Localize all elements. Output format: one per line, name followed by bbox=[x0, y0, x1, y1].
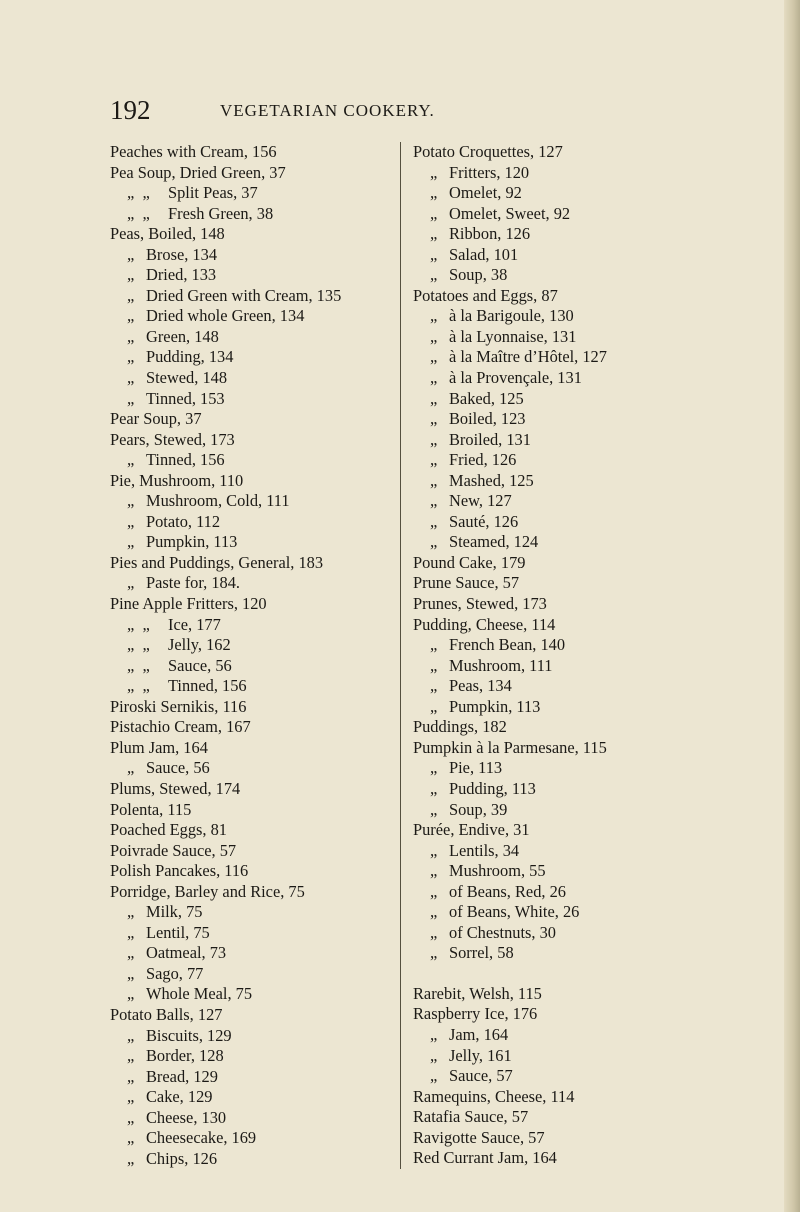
index-entry bbox=[110, 306, 400, 327]
index-entry bbox=[110, 368, 400, 389]
ditto-mark: „ bbox=[430, 799, 438, 819]
ditto-mark: „ „ bbox=[127, 676, 150, 696]
ditto-mark: „ bbox=[430, 840, 438, 860]
index-entry bbox=[413, 738, 798, 759]
entry-text: Pea Soup, Dried Green, 37 bbox=[110, 162, 286, 182]
entry-text: Pumpkin, 113 bbox=[146, 532, 238, 552]
ditto-mark: „ bbox=[430, 491, 438, 511]
index-entry bbox=[413, 265, 798, 286]
entry-text: Pound Cake, 179 bbox=[413, 552, 526, 572]
entry-text: Polish Pancakes, 116 bbox=[110, 861, 249, 881]
index-entry bbox=[110, 1067, 400, 1088]
index-entry bbox=[110, 861, 400, 882]
entry-text: New, 127 bbox=[449, 491, 512, 511]
entry-text: Peas, 134 bbox=[449, 676, 512, 696]
index-entry bbox=[413, 347, 798, 368]
ditto-mark: „ bbox=[430, 861, 438, 881]
index-entry bbox=[110, 635, 400, 656]
entry-text: Cake, 129 bbox=[146, 1087, 213, 1107]
ditto-mark: „ bbox=[127, 943, 135, 963]
ditto-mark: „ bbox=[430, 347, 438, 367]
ditto-mark: „ bbox=[430, 511, 438, 531]
index-entry bbox=[110, 779, 400, 800]
ditto-mark: „ bbox=[127, 984, 135, 1004]
index-entry bbox=[413, 1066, 798, 1087]
entry-text: Peas, Boiled, 148 bbox=[110, 224, 225, 244]
entry-text: Pine Apple Fritters, 120 bbox=[110, 594, 267, 614]
ditto-mark: „ bbox=[430, 655, 438, 675]
index-entry bbox=[413, 471, 798, 492]
entry-text: of Beans, Red, 26 bbox=[449, 881, 566, 901]
entry-text: Puddings, 182 bbox=[413, 717, 507, 737]
entry-text: Paste for, 184. bbox=[146, 573, 241, 593]
ditto-mark: „ bbox=[430, 943, 438, 963]
index-entry bbox=[413, 635, 798, 656]
entry-text: Tinned, 156 bbox=[146, 450, 225, 470]
ditto-mark: „ bbox=[430, 326, 438, 346]
entry-text: of Chestnuts, 30 bbox=[449, 922, 556, 942]
ditto-mark: „ bbox=[127, 922, 135, 942]
entry-text: Pears, Stewed, 173 bbox=[110, 429, 235, 449]
index-entry bbox=[413, 902, 798, 923]
index-entry bbox=[110, 1005, 400, 1026]
index-entry bbox=[110, 573, 400, 594]
ditto-mark: „ bbox=[430, 1045, 438, 1065]
ditto-mark: „ bbox=[430, 224, 438, 244]
entry-text: Pear Soup, 37 bbox=[110, 409, 202, 429]
index-entry bbox=[110, 758, 400, 779]
entry-text: Sauté, 126 bbox=[449, 511, 519, 531]
entry-text: Boiled, 123 bbox=[449, 409, 526, 429]
index-entry bbox=[413, 656, 798, 677]
entry-text: Potatoes and Eggs, 87 bbox=[413, 285, 558, 305]
index-entry bbox=[110, 1026, 400, 1047]
entry-text: Stewed, 148 bbox=[146, 368, 228, 388]
ditto-mark: „ „ bbox=[127, 203, 150, 223]
index-entry bbox=[413, 327, 798, 348]
ditto-mark: „ bbox=[430, 203, 438, 223]
ditto-mark: „ bbox=[430, 244, 438, 264]
ditto-mark: „ bbox=[127, 1066, 135, 1086]
entry-text: Biscuits, 129 bbox=[146, 1025, 232, 1045]
index-entry bbox=[413, 224, 798, 245]
ditto-mark: „ bbox=[430, 881, 438, 901]
index-entry bbox=[413, 758, 798, 779]
index-entry bbox=[110, 697, 400, 718]
ditto-mark: „ „ bbox=[127, 635, 150, 655]
entry-text: Fritters, 120 bbox=[449, 162, 530, 182]
index-entry bbox=[110, 142, 400, 163]
ditto-mark: „ bbox=[127, 265, 135, 285]
ditto-mark: „ bbox=[430, 368, 438, 388]
ditto-mark: „ bbox=[430, 409, 438, 429]
entry-text: Green, 148 bbox=[146, 326, 219, 346]
index-entry bbox=[413, 923, 798, 944]
entry-text: Lentil, 75 bbox=[146, 922, 210, 942]
entry-text: Pudding, 113 bbox=[449, 778, 536, 798]
entry-text: Milk, 75 bbox=[146, 902, 203, 922]
index-entry bbox=[110, 1046, 400, 1067]
entry-text: Mushroom, Cold, 111 bbox=[146, 491, 290, 511]
index-column-right bbox=[400, 142, 798, 1169]
index-entry bbox=[110, 286, 400, 307]
index-entry bbox=[413, 409, 798, 430]
entry-text: Tinned, 153 bbox=[146, 388, 225, 408]
ditto-mark: „ bbox=[127, 511, 135, 531]
entry-text: Lentils, 34 bbox=[449, 840, 520, 860]
index-entry bbox=[413, 984, 798, 1005]
ditto-mark: „ bbox=[430, 306, 438, 326]
index-entry bbox=[413, 204, 798, 225]
entry-text: Ratafia Sauce, 57 bbox=[413, 1107, 529, 1127]
index-entry bbox=[413, 1004, 798, 1025]
entry-text: Steamed, 124 bbox=[449, 532, 539, 552]
entry-text: Bread, 129 bbox=[146, 1066, 218, 1086]
entry-text: Omelet, Sweet, 92 bbox=[449, 203, 571, 223]
entry-text: Raspberry Ice, 176 bbox=[413, 1004, 538, 1024]
entry-text: Cheese, 130 bbox=[146, 1107, 227, 1127]
entry-text: Border, 128 bbox=[146, 1046, 224, 1066]
entry-text: French Bean, 140 bbox=[449, 635, 566, 655]
index-entry bbox=[110, 717, 400, 738]
entry-text: Broiled, 131 bbox=[449, 429, 531, 449]
entry-text: Soup, 38 bbox=[449, 265, 508, 285]
entry-text: Whole Meal, 75 bbox=[146, 984, 253, 1004]
index-entry bbox=[413, 841, 798, 862]
entry-text: Brose, 134 bbox=[146, 244, 218, 264]
entry-text: Cheesecake, 169 bbox=[146, 1128, 257, 1148]
entry-text: Pie, Mushroom, 110 bbox=[110, 470, 244, 490]
index-entry bbox=[110, 1149, 400, 1170]
entry-text: Fried, 126 bbox=[449, 450, 517, 470]
ditto-mark: „ bbox=[430, 758, 438, 778]
index-entry bbox=[110, 347, 400, 368]
index-entry bbox=[110, 183, 400, 204]
entry-text: Dried whole Green, 134 bbox=[146, 306, 305, 326]
index-entry bbox=[110, 224, 400, 245]
ditto-mark: „ bbox=[127, 347, 135, 367]
index-entry bbox=[413, 594, 798, 615]
ditto-mark: „ bbox=[127, 573, 135, 593]
index-entry bbox=[413, 573, 798, 594]
index-entry bbox=[413, 512, 798, 533]
index-entry bbox=[110, 450, 400, 471]
ditto-mark: „ bbox=[127, 1025, 135, 1045]
index-entry bbox=[110, 964, 400, 985]
index-entry bbox=[413, 286, 798, 307]
ditto-mark: „ bbox=[430, 1024, 438, 1044]
running-title: VEGETARIAN COOKERY. bbox=[220, 101, 435, 120]
index-column-left bbox=[110, 142, 400, 1169]
index-entry bbox=[413, 800, 798, 821]
ditto-mark: „ „ bbox=[127, 183, 150, 203]
index-entry bbox=[413, 532, 798, 553]
index-entry bbox=[110, 615, 400, 636]
index-entry bbox=[110, 676, 400, 697]
index-entry bbox=[413, 450, 798, 471]
ditto-mark: „ bbox=[430, 429, 438, 449]
index-entry bbox=[413, 1046, 798, 1067]
index-entry bbox=[413, 1107, 798, 1128]
ditto-mark: „ bbox=[430, 532, 438, 552]
entry-text: Salad, 101 bbox=[449, 244, 519, 264]
ditto-mark: „ bbox=[127, 902, 135, 922]
ditto-mark: „ bbox=[127, 532, 135, 552]
entry-text: Red Currant Jam, 164 bbox=[413, 1148, 557, 1168]
index-entry bbox=[110, 923, 400, 944]
index-entry bbox=[413, 1025, 798, 1046]
entry-text: Ramequins, Cheese, 114 bbox=[413, 1086, 575, 1106]
ditto-mark: „ bbox=[430, 676, 438, 696]
index-entry bbox=[413, 779, 798, 800]
entry-text: Baked, 125 bbox=[449, 388, 524, 408]
entry-text: à la Maître d’Hôtel, 127 bbox=[449, 347, 607, 367]
entry-text: Potato Balls, 127 bbox=[110, 1004, 223, 1024]
index-entry bbox=[110, 409, 400, 430]
entry-text: Mashed, 125 bbox=[449, 470, 534, 490]
ditto-mark: „ bbox=[127, 1128, 135, 1148]
index-entry bbox=[413, 389, 798, 410]
entry-text: of Beans, White, 26 bbox=[449, 902, 580, 922]
entry-text: Jam, 164 bbox=[449, 1024, 509, 1044]
index-entry bbox=[413, 820, 798, 841]
entry-text: Piroski Sernikis, 116 bbox=[110, 696, 247, 716]
ditto-mark: „ bbox=[430, 450, 438, 470]
entry-text: Jelly, 161 bbox=[449, 1045, 512, 1065]
entry-text: Pistachio Cream, 167 bbox=[110, 717, 251, 737]
page-header bbox=[110, 95, 710, 129]
entry-text: Mushroom, 111 bbox=[449, 655, 553, 675]
index-entry bbox=[413, 183, 798, 204]
index-entry bbox=[110, 532, 400, 553]
entry-text: Pumpkin à la Parmesane, 115 bbox=[413, 737, 607, 757]
index-entry bbox=[413, 676, 798, 697]
ditto-mark: „ bbox=[127, 326, 135, 346]
index-entry bbox=[110, 943, 400, 964]
entry-text: Chips, 126 bbox=[146, 1148, 218, 1168]
index-entry bbox=[413, 306, 798, 327]
index-entry bbox=[110, 265, 400, 286]
ditto-mark: „ bbox=[127, 1087, 135, 1107]
ditto-mark: „ bbox=[430, 1066, 438, 1086]
ditto-mark: „ bbox=[430, 902, 438, 922]
index-entry bbox=[110, 512, 400, 533]
entry-text: à la Provençale, 131 bbox=[449, 368, 582, 388]
index-entry bbox=[110, 902, 400, 923]
entry-text: Pudding, 134 bbox=[146, 347, 234, 367]
ditto-mark: „ bbox=[127, 758, 135, 778]
page-number: 192 bbox=[110, 95, 151, 125]
ditto-mark: „ bbox=[127, 1046, 135, 1066]
entry-text: Poivrade Sauce, 57 bbox=[110, 840, 237, 860]
ditto-mark: „ „ bbox=[127, 655, 150, 675]
index-entry bbox=[110, 491, 400, 512]
entry-text: Pies and Puddings, General, 183 bbox=[110, 552, 324, 572]
index-entry bbox=[413, 163, 798, 184]
index-entry bbox=[110, 841, 400, 862]
entry-text: Plums, Stewed, 174 bbox=[110, 778, 241, 798]
index-entry bbox=[110, 984, 400, 1005]
index-entry bbox=[110, 430, 400, 451]
index-entry bbox=[110, 327, 400, 348]
ditto-mark: „ bbox=[430, 388, 438, 408]
ditto-mark: „ „ bbox=[127, 614, 150, 634]
ditto-mark: „ bbox=[430, 922, 438, 942]
index-entry bbox=[413, 882, 798, 903]
index-entry bbox=[110, 1128, 400, 1149]
index-entry bbox=[110, 594, 400, 615]
entry-text: Pumpkin, 113 bbox=[449, 696, 541, 716]
index-entry bbox=[413, 1128, 798, 1149]
ditto-mark: „ bbox=[127, 306, 135, 326]
entry-text: Pie, 113 bbox=[449, 758, 503, 778]
entry-text: Sauce, 56 bbox=[168, 655, 232, 675]
ditto-mark: „ bbox=[430, 183, 438, 203]
entry-text: Purée, Endive, 31 bbox=[413, 820, 530, 840]
index-entry bbox=[110, 656, 400, 677]
entry-text: Jelly, 162 bbox=[168, 635, 231, 655]
entry-text: Rarebit, Welsh, 115 bbox=[413, 983, 542, 1003]
section-gap bbox=[413, 964, 798, 984]
entry-text: Soup, 39 bbox=[449, 799, 508, 819]
ditto-mark: „ bbox=[127, 963, 135, 983]
ditto-mark: „ bbox=[430, 696, 438, 716]
entry-text: Ravigotte Sauce, 57 bbox=[413, 1127, 545, 1147]
entry-text: Prunes, Stewed, 173 bbox=[413, 594, 547, 614]
index-entry bbox=[110, 245, 400, 266]
index-entry bbox=[413, 697, 798, 718]
index-entry bbox=[110, 1087, 400, 1108]
index-entry bbox=[110, 204, 400, 225]
index-entry bbox=[413, 1148, 798, 1169]
entry-text: Dried Green with Cream, 135 bbox=[146, 285, 342, 305]
entry-text: Sago, 77 bbox=[146, 963, 204, 983]
index-entry bbox=[413, 368, 798, 389]
entry-text: Peaches with Cream, 156 bbox=[110, 142, 277, 161]
index-entry bbox=[110, 163, 400, 184]
entry-text: Tinned, 156 bbox=[168, 676, 247, 696]
index-entry bbox=[110, 1108, 400, 1129]
ditto-mark: „ bbox=[430, 265, 438, 285]
entry-text: Sauce, 56 bbox=[146, 758, 210, 778]
entry-text: Potato, 112 bbox=[146, 511, 221, 531]
entry-text: Fresh Green, 38 bbox=[168, 203, 274, 223]
entry-text: Omelet, 92 bbox=[449, 183, 522, 203]
index-entry bbox=[413, 142, 798, 163]
ditto-mark: „ bbox=[127, 491, 135, 511]
index-entry bbox=[413, 943, 798, 964]
ditto-mark: „ bbox=[127, 1107, 135, 1127]
ditto-mark: „ bbox=[430, 162, 438, 182]
ditto-mark: „ bbox=[430, 778, 438, 798]
ditto-mark: „ bbox=[127, 244, 135, 264]
ditto-mark: „ bbox=[430, 470, 438, 490]
index-entry bbox=[413, 430, 798, 451]
entry-text: Plum Jam, 164 bbox=[110, 737, 208, 757]
entry-text: Prune Sauce, 57 bbox=[413, 573, 520, 593]
index-entry bbox=[413, 1087, 798, 1108]
index-entry bbox=[110, 738, 400, 759]
entry-text: Pudding, Cheese, 114 bbox=[413, 614, 556, 634]
entry-text: Polenta, 115 bbox=[110, 799, 192, 819]
index-entry bbox=[110, 820, 400, 841]
entry-text: Porridge, Barley and Rice, 75 bbox=[110, 881, 305, 901]
entry-text: à la Lyonnaise, 131 bbox=[449, 326, 577, 346]
entry-text: Ice, 177 bbox=[168, 614, 221, 634]
index-entry bbox=[413, 717, 798, 738]
entry-text: Mushroom, 55 bbox=[449, 861, 546, 881]
index-entry bbox=[413, 491, 798, 512]
entry-text: Ribbon, 126 bbox=[449, 224, 531, 244]
ditto-mark: „ bbox=[127, 368, 135, 388]
ditto-mark: „ bbox=[127, 388, 135, 408]
entry-text: Split Peas, 37 bbox=[168, 183, 258, 203]
entry-text: à la Barigoule, 130 bbox=[449, 306, 574, 326]
index-entry bbox=[413, 245, 798, 266]
entry-text: Sorrel, 58 bbox=[449, 943, 514, 963]
index-entry bbox=[110, 471, 400, 492]
index-entry bbox=[413, 615, 798, 636]
entry-text: Potato Croquettes, 127 bbox=[413, 142, 563, 161]
ditto-mark: „ bbox=[430, 635, 438, 655]
index-entry bbox=[413, 553, 798, 574]
entry-text: Dried, 133 bbox=[146, 265, 217, 285]
index-entry bbox=[110, 553, 400, 574]
index-entry bbox=[110, 389, 400, 410]
ditto-mark: „ bbox=[127, 450, 135, 470]
ditto-mark: „ bbox=[127, 285, 135, 305]
entry-text: Sauce, 57 bbox=[449, 1066, 513, 1086]
entry-text: Poached Eggs, 81 bbox=[110, 820, 227, 840]
index-entry bbox=[110, 882, 400, 903]
ditto-mark: „ bbox=[127, 1148, 135, 1168]
index-entry bbox=[110, 800, 400, 821]
index-entry bbox=[413, 861, 798, 882]
entry-text: Oatmeal, 73 bbox=[146, 943, 227, 963]
